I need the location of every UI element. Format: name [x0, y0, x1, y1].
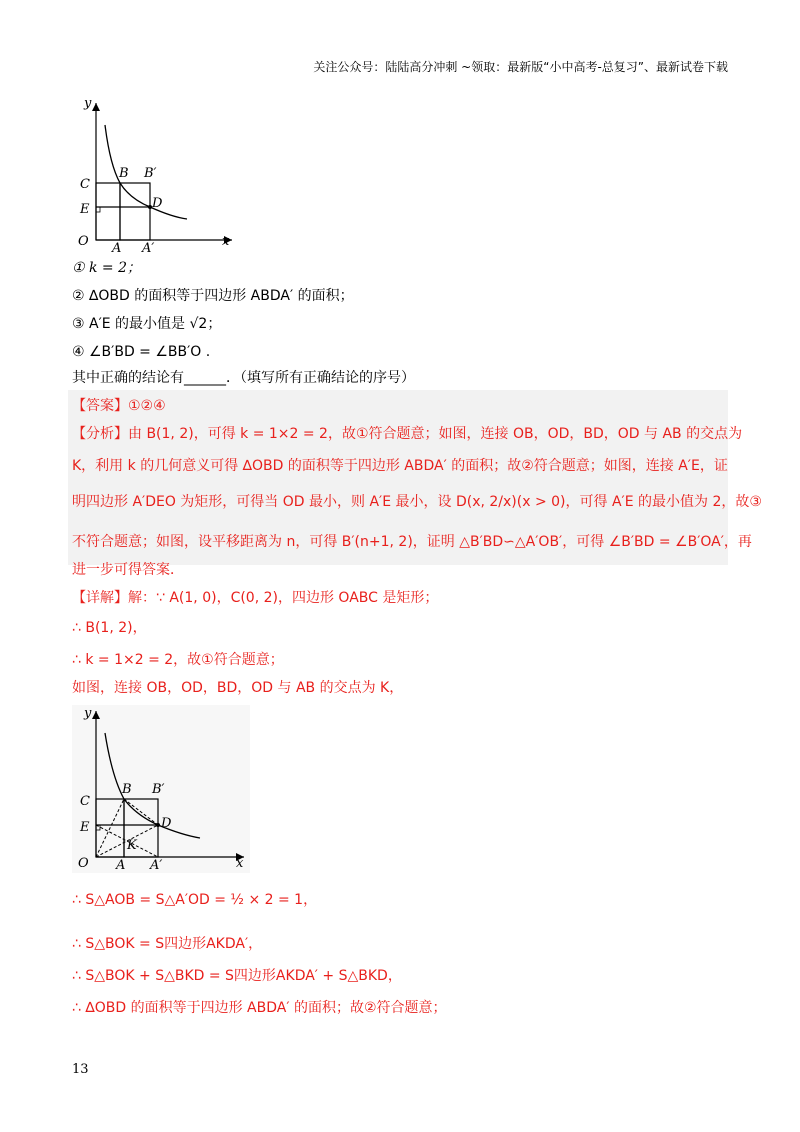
- label-A-prime-2: A′: [150, 858, 163, 873]
- label-C-2: C: [80, 794, 90, 809]
- label-C: C: [80, 177, 90, 192]
- label-B: B: [119, 166, 129, 181]
- statement-1: ① k = 2；: [72, 260, 142, 276]
- analysis-line-2: K，利用 k 的几何意义可得 ∆OBD 的面积等于四边形 ABDA′ 的面积；故②符合题意；如图，连接 A′E，证: [72, 458, 728, 474]
- step-line-3: ∴ S△BOK + S△BKD = S四边形AKDA′ + S△BKD，: [72, 968, 402, 984]
- label-E: E: [80, 202, 90, 217]
- step-line-1: ∴ S△AOB = S△A′OD = ½ × 2 = 1，: [72, 892, 318, 908]
- label-B-2: B: [122, 782, 132, 797]
- label-D-2: D: [161, 816, 172, 831]
- statement-3: ③ A′E 的最小值是 √2；: [72, 316, 222, 332]
- label-A-prime: A′: [142, 241, 155, 255]
- analysis-line-4: 不符合题意；如图，设平移距离为 n，可得 B′(n+1, 2)，证明 △B′BD∽△A′OB′，可得 ∠B′BD = ∠B′OA′，再: [72, 534, 752, 550]
- label-A: A: [112, 241, 122, 255]
- label-D: D: [152, 196, 163, 211]
- label-E-2: E: [80, 820, 90, 835]
- statement-2: ② ∆OBD 的面积等于四边形 ABDA′ 的面积；: [72, 288, 354, 304]
- step-line-2: ∴ S△BOK = S四边形AKDA′，: [72, 936, 263, 952]
- axis-x-label: x: [222, 234, 230, 249]
- axis-y-label: y: [84, 96, 92, 111]
- analysis-line-1: 【分析】由 B(1, 2)，可得 k = 1×2 = 2，故①符合题意；如图，连接 OB，OD，BD，OD 与 AB 的交点为: [72, 426, 743, 442]
- detail-line-2: ∴ B(1, 2)，: [72, 620, 147, 636]
- label-K-2: K: [127, 838, 137, 853]
- label-A-2: A: [116, 858, 126, 873]
- question-text: 其中正确的结论有______．（填写所有正确结论的序号）: [72, 370, 415, 386]
- analysis-line-5: 进一步可得答案．: [72, 562, 184, 578]
- statement-4: ④ ∠B′BD = ∠BB′O .: [72, 344, 211, 360]
- label-B-prime-2: B′: [152, 782, 165, 797]
- detail-line-1: 【详解】解：∵ A(1, 0)，C(0, 2)，四边形 OABC 是矩形；: [72, 590, 439, 606]
- analysis-line-3: 明四边形 A′DEO 为矩形，可得当 OD 最小，则 A′E 最小，设 D(x, 2/x)(x > 0)，可得 A′E 的最小值为 2，故③: [72, 494, 762, 510]
- label-B-prime: B′: [144, 166, 157, 181]
- axis-x-label-2: x: [236, 856, 244, 871]
- detail-line-4: 如图，连接 OB，OD，BD，OD 与 AB 的交点为 K，: [72, 680, 404, 696]
- label-O: O: [78, 234, 89, 249]
- page-header: 关注公众号：陆陆高分冲刺 ~领取：最新版“小中高考-总复习”、最新试卷下载: [313, 60, 728, 74]
- page-number: 13: [72, 1062, 89, 1077]
- axis-y-label-2: y: [84, 706, 92, 721]
- graph-figure-1: [72, 95, 242, 255]
- step-line-4: ∴ ∆OBD 的面积等于四边形 ABDA′ 的面积；故②符合题意；: [72, 1000, 447, 1016]
- answer-line: 【答案】①②④: [72, 398, 166, 414]
- label-O-2: O: [78, 856, 89, 871]
- detail-line-3: ∴ k = 1×2 = 2，故①符合题意；: [72, 652, 284, 668]
- graph-figure-2: [72, 705, 250, 873]
